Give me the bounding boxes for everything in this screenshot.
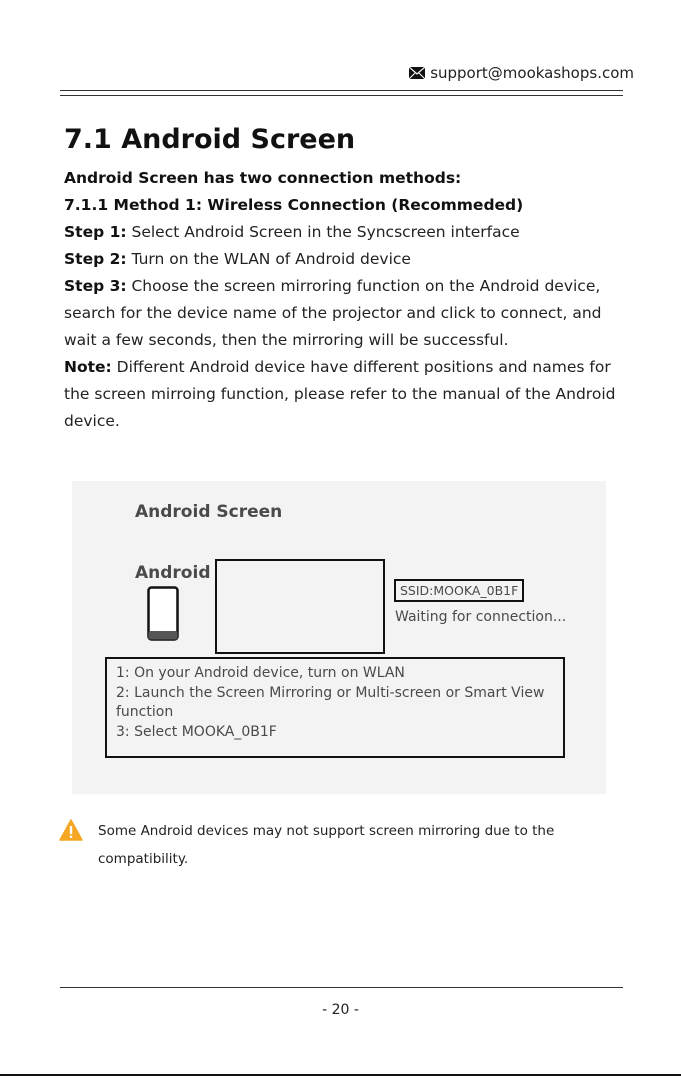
header-email [409, 64, 634, 82]
note [64, 354, 624, 435]
intro-text: Android Screen has two connection methods: [64, 169, 462, 187]
section-body [64, 165, 624, 435]
android-screen-panel [72, 481, 606, 794]
warning-icon [59, 819, 83, 841]
android-label: Android [135, 563, 211, 583]
header-divider [60, 90, 623, 91]
step-1 [64, 219, 624, 246]
bottom-divider [0, 1074, 681, 1076]
connection-status: Waiting for connection... [395, 609, 567, 625]
step-1-text: Select Android Screen in the Syncscreen interface [126, 223, 520, 241]
step-3 [64, 273, 624, 354]
page-number: - 20 - [322, 1002, 359, 1018]
instruction-1: 1: On your Android device, turn on WLAN [116, 665, 405, 681]
step-2 [64, 246, 624, 273]
instruction-2: 2: Launch the Screen Mirroring or Multi-screen or Smart View function [116, 685, 545, 720]
panel-title: Android Screen [135, 502, 283, 522]
instruction-3: 3: Select MOOKA_0B1F [116, 724, 277, 740]
step-3-label: Step 3: [64, 277, 127, 295]
ssid-badge: SSID:MOOKA_0B1F [394, 579, 524, 602]
step-3-text: Choose the screen mirroring function on the Android device, search for the device name of the projector and click to connect, and wait a few seconds, then the mirroring will be successful. [64, 277, 602, 349]
method-heading: 7.1.1 Method 1: Wireless Connection (Recommeded) [64, 196, 524, 214]
header-divider-2 [60, 95, 623, 96]
note-label: Note: [64, 358, 112, 376]
instructions-box [105, 657, 565, 758]
qr-code-area [215, 559, 385, 654]
step-2-text: Turn on the WLAN of Android device [126, 250, 411, 268]
mail-icon [409, 67, 425, 79]
phone-icon [147, 586, 179, 641]
section-title: 7.1 Android Screen [64, 124, 356, 155]
step-1-label: Step 1: [64, 223, 127, 241]
support-email: support@mookashops.com [430, 64, 634, 82]
warning-text: Some Android devices may not support screen mirroring due to the compatibility. [98, 823, 555, 867]
note-text: Different Android device have different positions and names for the screen mirroing function, please refer to the manual of the Android device. [64, 358, 616, 430]
step-2-label: Step 2: [64, 250, 127, 268]
footer-divider [60, 987, 623, 988]
